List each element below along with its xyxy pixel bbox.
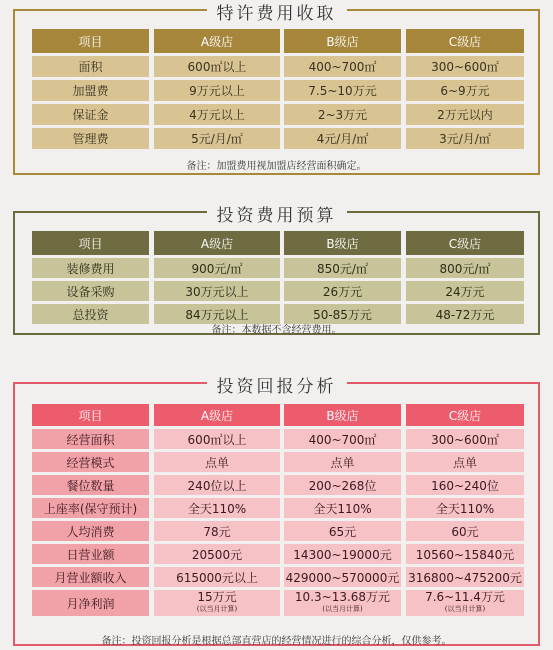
table-cell: 20500元: [154, 544, 280, 564]
table-cell: 2万元以内: [406, 104, 524, 125]
franchise-fee-note: 备注：加盟费用视加盟店经营面积确定。: [186, 161, 367, 172]
header-cell: A级店: [154, 231, 280, 255]
table-cell: 400~700㎡: [284, 429, 401, 449]
row-label: 月营业额收入: [32, 567, 149, 587]
table-cell: 3元/月/㎡: [406, 128, 524, 149]
profit-sub-note: (以当月计算): [444, 605, 486, 613]
row-label: 保证金: [32, 104, 149, 125]
table-cell: 5元/月/㎡: [154, 128, 280, 149]
table-cell: 26万元: [284, 281, 401, 301]
row-label: 总投资: [32, 304, 149, 324]
table-cell: 400~700㎡: [284, 56, 401, 77]
table-cell: 点单: [154, 452, 280, 472]
row-label: 经营面积: [32, 429, 149, 449]
table-cell: 4元/月/㎡: [284, 128, 401, 149]
table-cell: 615000元以上: [154, 567, 280, 587]
row-label: 人均消费: [32, 521, 149, 541]
table-cell: 30万元以上: [154, 281, 280, 301]
profit-sub-note: (以当月计算): [322, 605, 363, 613]
table-cell: 10560~15840元: [406, 544, 524, 564]
table-cell: 2~3万元: [284, 104, 401, 125]
investment-budget-note: 备注：本数据不含经营费用。: [211, 325, 342, 336]
table-cell: 316800~475200元: [406, 567, 524, 587]
table-cell: 200~268位: [284, 475, 401, 495]
header-cell: A级店: [154, 404, 280, 426]
row-label: 日营业额: [32, 544, 149, 564]
row-label: 设备采购: [32, 281, 149, 301]
table-cell: 24万元: [406, 281, 524, 301]
table-cell: 60元: [406, 521, 524, 541]
franchise-fee-title: 特许费用收取: [207, 0, 347, 24]
header-cell: B级店: [284, 404, 401, 426]
table-cell: 800元/㎡: [406, 258, 524, 278]
investment-return-title: 投资回报分析: [207, 372, 347, 397]
table-cell: 7.5~10万元: [284, 80, 401, 101]
table-cell: 点单: [284, 452, 401, 472]
table-cell: 429000~570000元: [284, 567, 401, 587]
header-cell: A级店: [154, 29, 280, 53]
row-label: 管理费: [32, 128, 149, 149]
header-cell: C级店: [406, 29, 524, 53]
header-cell: C级店: [406, 404, 524, 426]
table-cell: 65元: [284, 521, 401, 541]
table-cell: 50-85万元: [284, 304, 401, 324]
franchise-fee-panel: [13, 4, 540, 175]
table-cell: 240位以上: [154, 475, 280, 495]
table-cell: 300~600㎡: [406, 429, 524, 449]
profit-value: 15万元: [197, 590, 237, 604]
table-cell: 78元: [154, 521, 280, 541]
header-cell: 项目: [32, 231, 149, 255]
investment-return-panel: [13, 377, 540, 647]
investment-budget-panel: [13, 206, 540, 336]
row-label: 装修费用: [32, 258, 149, 278]
investment-return-note: 备注：投资回报分析是根据总部直营店的经营情况进行的综合分析，仅供参考。: [101, 636, 452, 647]
table-cell: 160~240位: [406, 475, 524, 495]
row-label: 餐位数量: [32, 475, 149, 495]
table-cell: 9万元以上: [154, 80, 280, 101]
header-cell: B级店: [284, 29, 401, 53]
table-cell: 14300~19000元: [284, 544, 401, 564]
table-cell: 900元/㎡: [154, 258, 280, 278]
table-cell: 850元/㎡: [284, 258, 401, 278]
table-cell: 48-72万元: [406, 304, 524, 324]
table-cell: 点单: [406, 452, 524, 472]
table-cell: [406, 590, 524, 616]
row-label: 经营模式: [32, 452, 149, 472]
row-label: 面积: [32, 56, 149, 77]
table-cell: [284, 590, 401, 616]
header-cell: C级店: [406, 231, 524, 255]
table-cell: 300~600㎡: [406, 56, 524, 77]
row-label: 上座率(保守预计): [32, 498, 149, 518]
table-cell: 600㎡以上: [154, 56, 280, 77]
table-cell: 4万元以上: [154, 104, 280, 125]
profit-sub-note: (以当月计算): [196, 605, 238, 613]
profit-value: 10.3~13.68万元: [294, 590, 391, 604]
investment-budget-title: 投资费用预算: [207, 201, 347, 226]
header-cell: B级店: [284, 231, 401, 255]
row-label: 月净利润: [32, 590, 149, 616]
table-cell: 600㎡以上: [154, 429, 280, 449]
row-label: 加盟费: [32, 80, 149, 101]
table-cell: 全天110%: [154, 498, 280, 518]
table-cell: [154, 590, 280, 616]
header-cell: 项目: [32, 404, 149, 426]
table-cell: 84万元以上: [154, 304, 280, 324]
profit-value: 7.6~11.4万元: [425, 590, 505, 604]
header-cell: 项目: [32, 29, 149, 53]
table-cell: 全天110%: [284, 498, 401, 518]
table-cell: 全天110%: [406, 498, 524, 518]
table-cell: 6~9万元: [406, 80, 524, 101]
